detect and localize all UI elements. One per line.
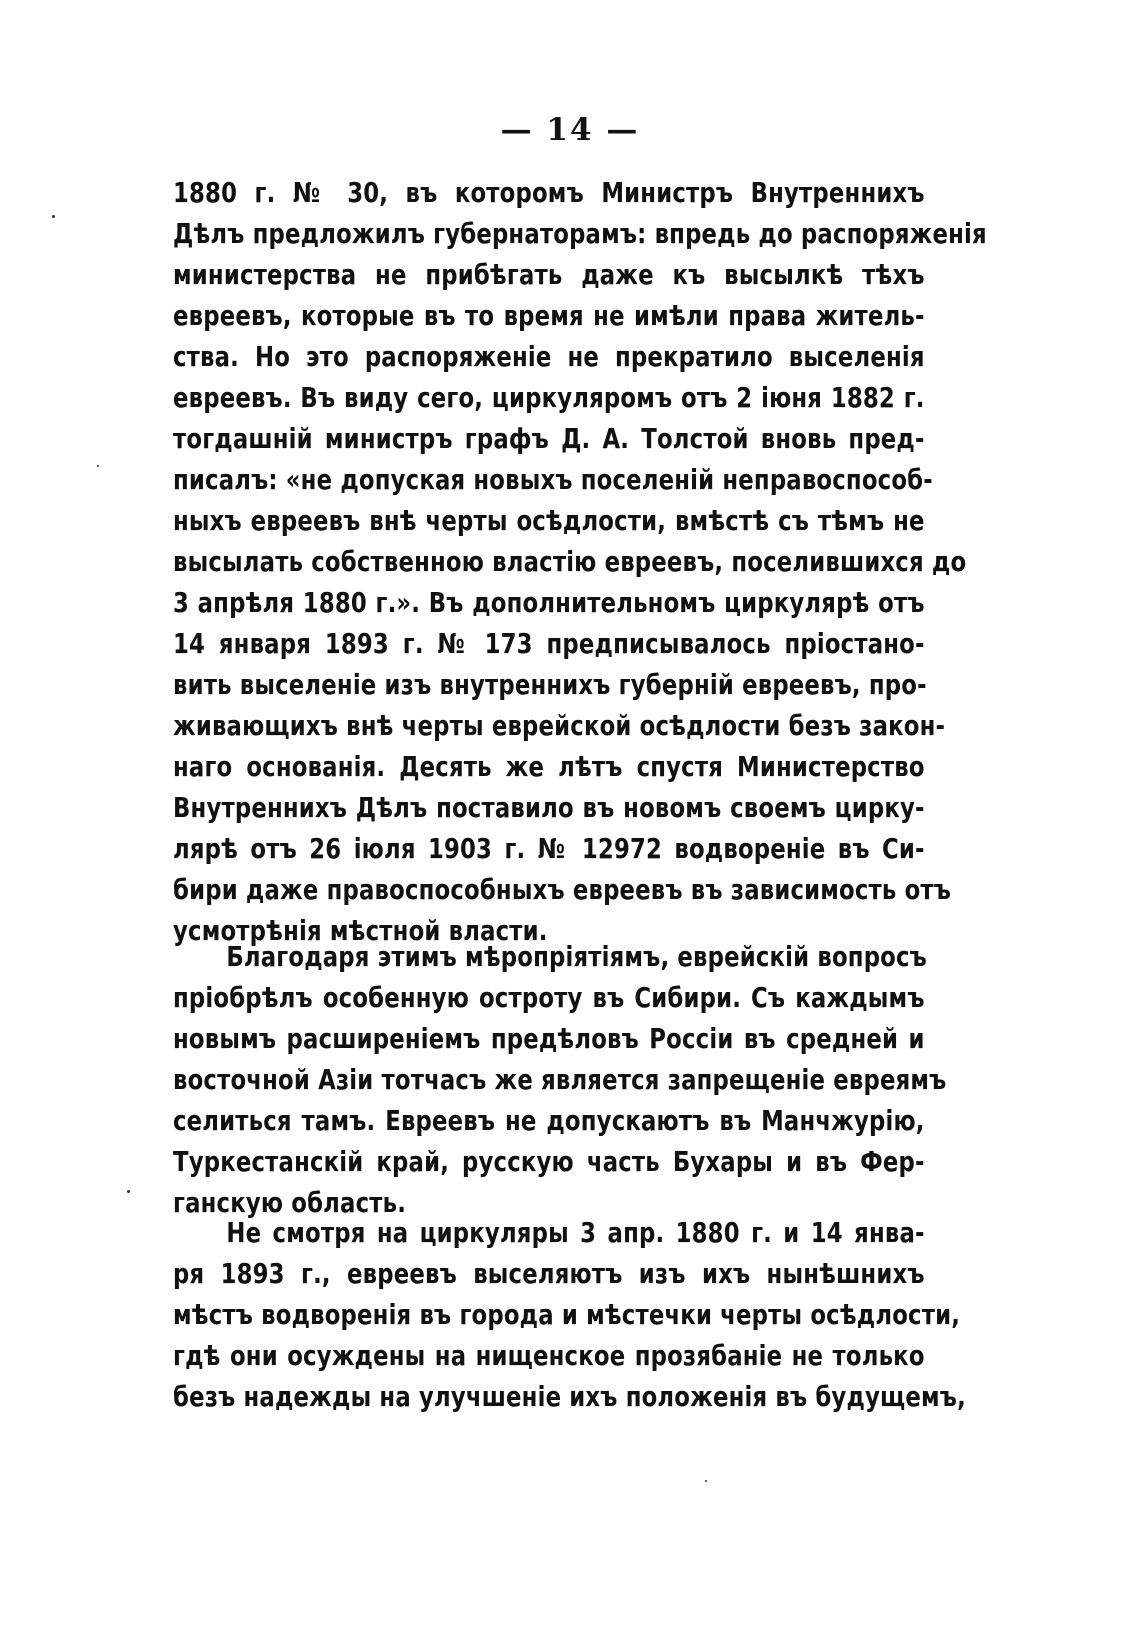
text-line: восточной Азіи тотчасъ же является запрещеніе евреямъ [173, 1064, 947, 1096]
text-line: ганскую область. [173, 1187, 407, 1219]
text-line: вить выселеніе изъ внутреннихъ губерній евреевъ, про- [173, 669, 927, 701]
text-line: новымъ расширеніемъ предѣловъ Россіи въ средней и [173, 1023, 925, 1055]
text-line: ства. Но это распоряженіе не прекратило выселенія [173, 341, 925, 373]
text-line: усмотрѣнія мѣстной власти. [173, 915, 548, 947]
text-line: 14 января 1893 г. № 173 предписывалось пріостано- [173, 628, 925, 660]
scan-speck [52, 215, 55, 218]
text-line: тогдашній министръ графъ Д. А. Толстой вновь пред- [173, 423, 925, 455]
text-line: гдѣ они осуждены на нищенское прозябаніе не только [173, 1340, 925, 1372]
paragraph-2 [173, 937, 947, 1224]
text-line: Не смотря на циркуляры 3 апр. 1880 г. и 14 янва- [226, 1217, 925, 1249]
text-line: Туркестанскій край, русскую часть Бухары и въ Фер- [173, 1146, 925, 1178]
text-line: безъ надежды на улучшеніе ихъ положенія въ будущемъ, [173, 1381, 966, 1413]
text-line: евреевъ. Въ виду сего, циркуляромъ отъ 2 іюня 1882 г. [173, 382, 925, 414]
text-line: 1880 г. № 30, въ которомъ Министръ Внутреннихъ [173, 177, 925, 209]
scan-speck [705, 1480, 707, 1482]
text-line: ря 1893 г., евреевъ выселяютъ изъ ихъ нынѣшнихъ [173, 1258, 925, 1290]
scan-speck [127, 1190, 130, 1193]
paragraph-1 [173, 173, 987, 952]
text-line: министерства не прибѣгать даже къ высылкѣ тѣхъ [173, 259, 925, 291]
text-line: Благодаря этимъ мѣропріятіямъ, еврейскій вопросъ [226, 941, 927, 973]
text-line: лярѣ отъ 26 іюля 1903 г. № 12972 водвореніе въ Си- [173, 833, 925, 865]
text-line: 3 апрѣля 1880 г.». Въ дополнительномъ циркулярѣ отъ [173, 587, 925, 619]
text-line: евреевъ, которые въ то время не имѣли права житель- [173, 300, 925, 332]
text-line: Внутреннихъ Дѣлъ поставило въ новомъ своемъ цирку- [173, 792, 925, 824]
paragraph-3 [173, 1213, 966, 1418]
text-line: Дѣлъ предложилъ губернаторамъ: впредь до распоряженія [173, 218, 987, 250]
text-line: высылать собственною властію евреевъ, поселившихся до [173, 546, 967, 578]
text-line: пріобрѣлъ особенную остроту въ Сибири. Съ каждымъ [173, 982, 925, 1014]
page-number: — 14 — [500, 112, 640, 148]
text-line: селиться тамъ. Евреевъ не допускаютъ въ Манчжурію, [173, 1105, 925, 1137]
text-line: мѣстъ водворенія въ города и мѣстечки черты осѣдлости, [173, 1299, 961, 1331]
text-line: писалъ: «не допуская новыхъ поселеній неправоспособ- [173, 464, 933, 496]
text-line: живающихъ внѣ черты еврейской осѣдлости безъ закон- [173, 710, 946, 742]
text-line: бири даже правоспособныхъ евреевъ въ зависимость отъ [173, 874, 952, 906]
scan-speck [97, 465, 99, 467]
text-line: наго основанія. Десять же лѣтъ спустя Министерство [173, 751, 925, 783]
text-line: ныхъ евреевъ внѣ черты осѣдлости, вмѣстѣ съ тѣмъ не [173, 505, 925, 537]
